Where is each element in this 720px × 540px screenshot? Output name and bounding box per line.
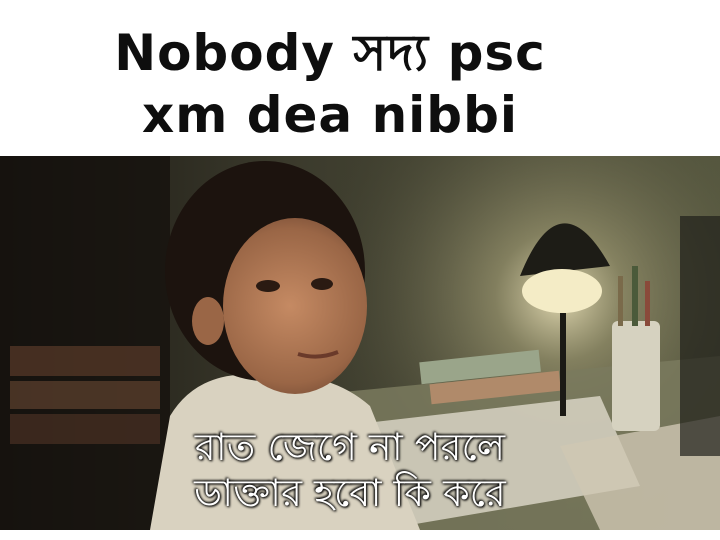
girl-face [223,218,367,394]
bottom-border [0,530,720,540]
caption-line-1: Nobody সদ্য psc [114,24,546,82]
movie-still [0,156,720,530]
girl-ear [192,297,224,345]
lamp-bulb [522,269,602,313]
meme-caption [0,22,660,146]
caption-line-2: xm dea nibbi [141,86,519,144]
pencil-cup [612,321,660,431]
subtitle-line-2: ডাক্তার হবো কি করে [194,471,506,515]
subtitle-line-1: রাত জেগে না পরলে [194,425,506,469]
movie-subtitle [0,424,700,516]
